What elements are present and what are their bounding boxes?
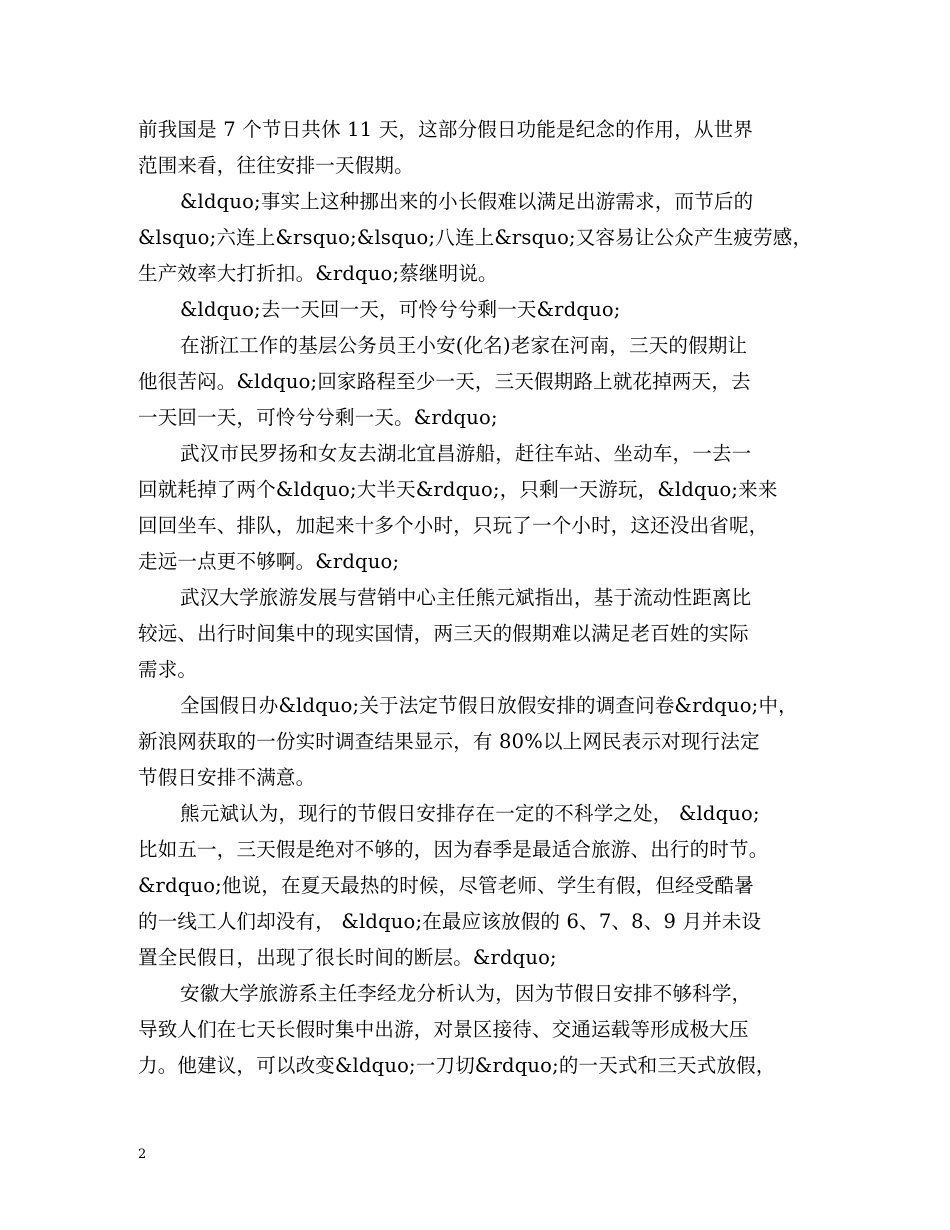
text-line: 较远、出行时间集中的现实国情，两三天的假期难以满足老百姓的实际	[138, 622, 749, 645]
text-line: 导致人们在七天长假时集中出游，对景区接待、交通运载等形成极大压	[138, 1018, 749, 1041]
text-line: &lsquo;六连上&rsquo;&lsquo;八连上&rsquo;又容易让公众产生疲劳感，	[138, 226, 813, 249]
text-line: 前我国是 7 个节日共休 11 天，这部分假日功能是纪念的作用，从世界	[138, 118, 754, 141]
paragraph	[138, 436, 814, 580]
text-line: 生产效率大打折扣。&rdquo;蔡继明说。	[138, 262, 498, 285]
paragraph	[138, 112, 814, 184]
text-line: 走远一点更不够啊。&rdquo;	[138, 550, 400, 573]
text-line: 力。他建议，可以改变&ldquo;一刀切&rdquo;的一天式和三天式放假，	[138, 1054, 776, 1077]
text-line: 的一线工人们却没有， &ldquo;在最应该放假的 6、7、8、9 月并未设	[138, 910, 762, 933]
text-line: 武汉大学旅游发展与营销中心主任熊元斌指出，基于流动性距离比	[180, 586, 752, 609]
text-line: 节假日安排不满意。	[138, 766, 316, 789]
text-line: 熊元斌认为，现行的节假日安排存在一定的不科学之处， &ldquo;	[180, 802, 760, 825]
text-line: 置全民假日，出现了很长时间的断层。&rdquo;	[138, 946, 557, 969]
paragraph	[138, 292, 814, 328]
text-line: 在浙江工作的基层公务员王小安(化名)老家在河南，三天的假期让	[180, 334, 748, 357]
paragraph	[138, 580, 814, 688]
text-line: 比如五一，三天假是绝对不够的，因为春季是最适合旅游、出行的时节。	[138, 838, 769, 861]
paragraph	[138, 688, 814, 796]
paragraph	[138, 184, 814, 292]
text-line: 全国假日办&ldquo;关于法定节假日放假安排的调查问卷&rdquo;中，	[180, 694, 798, 717]
body-text	[138, 112, 814, 1084]
text-line: 回就耗掉了两个&ldquo;大半天&rdquo;，只剩一天游玩，&ldquo;来来	[138, 478, 778, 501]
paragraph	[138, 328, 814, 436]
text-line: &ldquo;事实上这种挪出来的小长假难以满足出游需求，而节后的	[180, 190, 754, 213]
text-line: &ldquo;去一天回一天，可怜兮兮剩一天&rdquo;	[180, 298, 621, 321]
text-line: 武汉市民罗扬和女友去湖北宜昌游船，赶往车站、坐动车，一去一	[180, 442, 752, 465]
text-line: 回回坐车、排队，加起来十多个小时，只玩了一个小时，这还没出省呢，	[138, 514, 769, 537]
text-line: 范围来看，往往安排一天假期。	[138, 154, 414, 177]
text-line: 安徽大学旅游系主任李经龙分析认为，因为节假日安排不够科学，	[180, 982, 752, 1005]
page-number: 2	[138, 1147, 147, 1162]
text-line: 需求。	[138, 658, 198, 681]
text-line: 一天回一天，可怜兮兮剩一天。&rdquo;	[138, 406, 498, 429]
text-line: &rdquo;他说，在夏天最热的时候，尽管老师、学生有假，但经受酷暑	[138, 874, 754, 897]
paragraph	[138, 796, 814, 976]
paragraph	[138, 976, 814, 1084]
text-line: 他很苦闷。&ldquo;回家路程至少一天，三天假期路上就花掉两天，去	[138, 370, 751, 393]
text-line: 新浪网获取的一份实时调查结果显示，有 80%以上网民表示对现行法定	[138, 730, 760, 753]
